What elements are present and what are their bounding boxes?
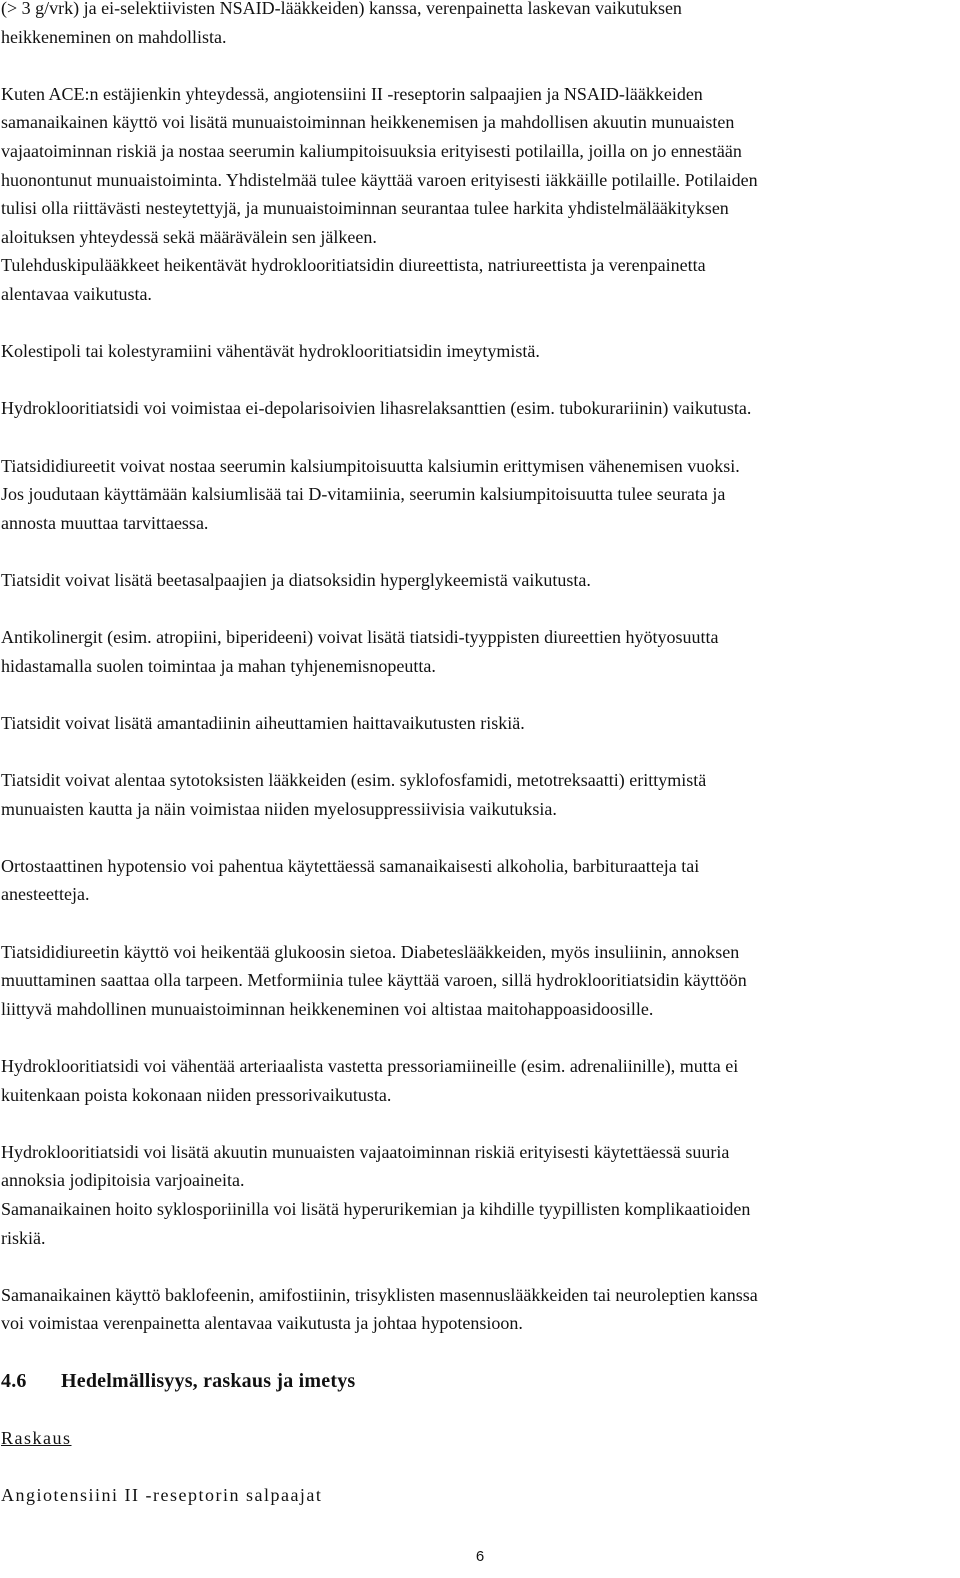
text-line: Antikolinergit (esim. atropiini, biperideeni) voivat lisätä tiatsidi-tyyppisten diureettien hyötyosuutta <box>1 627 719 648</box>
text-line: (> 3 g/vrk) ja ei-selektiivisten NSAID-lääkkeiden) kanssa, verenpainetta laskevan vaikutuksen <box>1 0 682 18</box>
paragraph-ortostaattinen <box>1 852 955 909</box>
text-line: Tiatsidit voivat lisätä beetasalpaajien ja diatsoksidin hyperglykeemistä vaikutusta. <box>1 569 591 590</box>
text-line: hidastamalla suolen toimintaa ja mahan tyhjenemisnopeutta. <box>1 655 436 676</box>
text-line: Samanaikainen käyttö baklofeenin, amifostiinin, trisyklisten masennuslääkkeiden tai neuroleptien kanssa <box>1 1284 758 1305</box>
text-line: samanaikainen käyttö voi lisätä munuaistoiminnan heikkenemisen ja mahdollisen akuutin munuaisten <box>1 112 735 133</box>
paragraph-kalsium <box>1 452 955 538</box>
text-line: Ortostaattinen hypotensio voi pahentua käytettäessä samanaikaisesti alkoholia, barbituraatteja tai <box>1 855 700 876</box>
text-line: Hydroklooritiatsidi voi lisätä akuutin munuaisten vajaatoiminnan riskiä erityisesti käytettäessä suuria <box>1 1141 730 1162</box>
text-line: Tiatsididiureetit voivat nostaa seerumin kalsiumpitoisuutta kalsiumin erittymisen vähenemisen vuoksi. <box>1 455 740 476</box>
text-line: muuttaminen saattaa olla tarpeen. Metformiinia tulee käyttää varoen, sillä hydroklooritiatsidin käyttöön <box>1 970 747 991</box>
paragraph-sytotoksiset <box>1 766 955 823</box>
subsubsection-heading: Angiotensiini II -reseptorin salpaajat <box>1 1484 323 1505</box>
text-line: alentavaa vaikutusta. <box>1 283 152 304</box>
paragraph-kolestipoli <box>1 337 955 366</box>
paragraph-beetasalpaajat <box>1 566 955 595</box>
text-line: Samanaikainen hoito syklosporiinilla voi lisätä hyperurikemian ja kihdille tyypillisten komplikaatioiden <box>1 1198 751 1219</box>
paragraph-antikolinergit <box>1 623 955 680</box>
text-line: tulisi olla riittävästi nesteytettyjä, ja munuaistoiminnan seurantaa tulee harkita yhdistelmälääkityksen <box>1 198 729 219</box>
text-line: Kolestipoli tai kolestyramiini vähentävät hydroklooritiatsidin imeytymistä. <box>1 341 540 362</box>
text-line: annoksia jodipitoisia varjoaineita. <box>1 1170 245 1191</box>
paragraph-baklofeeni <box>1 1281 955 1338</box>
section-title: Hedelmällisyys, raskaus ja imetys <box>61 1369 356 1392</box>
paragraph-amantadiini <box>1 709 955 738</box>
text-line: Tiatsididiureetin käyttö voi heikentää glukoosin sietoa. Diabeteslääkkeiden, myös insuliinin, annoksen <box>1 941 740 962</box>
document-page <box>1 0 955 1509</box>
text-line: kuitenkaan poista kokonaan niiden pressorivaikutusta. <box>1 1084 392 1105</box>
subsection-heading <box>1 1424 955 1453</box>
text-line: annosta muuttaa tarvittaessa. <box>1 512 209 533</box>
text-line: anesteetteja. <box>1 884 90 905</box>
text-line: Tiatsidit voivat alentaa sytotoksisten lääkkeiden (esim. syklofosfamidi, metotreksaatti) erittymistä <box>1 770 707 791</box>
subsection-title: Raskaus <box>1 1427 72 1448</box>
paragraph-ace-nsaid <box>1 80 955 309</box>
text-line: riskiä. <box>1 1227 46 1248</box>
paragraph-pressoriamiinit <box>1 1052 955 1109</box>
text-line: Tulehduskipulääkkeet heikentävät hydroklooritiatsidin diureettista, natriureettista ja verenpainetta <box>1 255 706 276</box>
text-line: vajaatoiminnan riskiä ja nostaa seerumin kaliumpitoisuuksia erityisesti potilailla, joilla on jo ennestään <box>1 140 742 161</box>
text-line: Hydroklooritiatsidi voi voimistaa ei-depolarisoivien lihasrelaksanttien (esim. tubokurariinin) vaikutusta. <box>1 398 752 419</box>
text-line: Jos joudutaan käyttämään kalsiumlisää tai D-vitamiinia, seerumin kalsiumpitoisuutta tulee seurata ja <box>1 484 726 505</box>
text-line: munuaisten kautta ja näin voimistaa niiden myelosuppressiivisia vaikutuksia. <box>1 798 557 819</box>
section-heading <box>1 1367 955 1396</box>
paragraph-nsaid-continuation <box>1 0 955 51</box>
text-line: liittyvä mahdollinen munuaistoiminnan heikkeneminen voi altistaa maitohappoasidoosille. <box>1 998 654 1019</box>
text-line: huonontunut munuaistoiminta. Yhdistelmää tulee käyttää varoen erityisesti iäkkäille potilaille. Potilaiden <box>1 169 758 190</box>
text-line: aloituksen yhteydessä sekä määrävälein sen jälkeen. <box>1 226 377 247</box>
text-line: Kuten ACE:n estäjienkin yhteydessä, angiotensiini II -reseptorin salpaajien ja NSAID-lääkkeiden <box>1 83 703 104</box>
section-number: 4.6 <box>1 1369 27 1392</box>
text-line: Hydroklooritiatsidi voi vähentää arteriaalista vastetta pressoriamiineille (esim. adrenaliinille), mutta ei <box>1 1055 739 1076</box>
text-line: heikkeneminen on mahdollista. <box>1 26 227 47</box>
paragraph-lihasrelaksantit <box>1 394 955 423</box>
paragraph-glukoosi <box>1 938 955 1024</box>
paragraph-varjoaineet <box>1 1138 955 1252</box>
page-number: 6 <box>475 1548 485 1565</box>
text-line: Tiatsidit voivat lisätä amantadiinin aiheuttamien haittavaikutusten riskiä. <box>1 712 525 733</box>
text-line: voi voimistaa verenpainetta alentavaa vaikutusta ja johtaa hypotensioon. <box>1 1313 523 1334</box>
